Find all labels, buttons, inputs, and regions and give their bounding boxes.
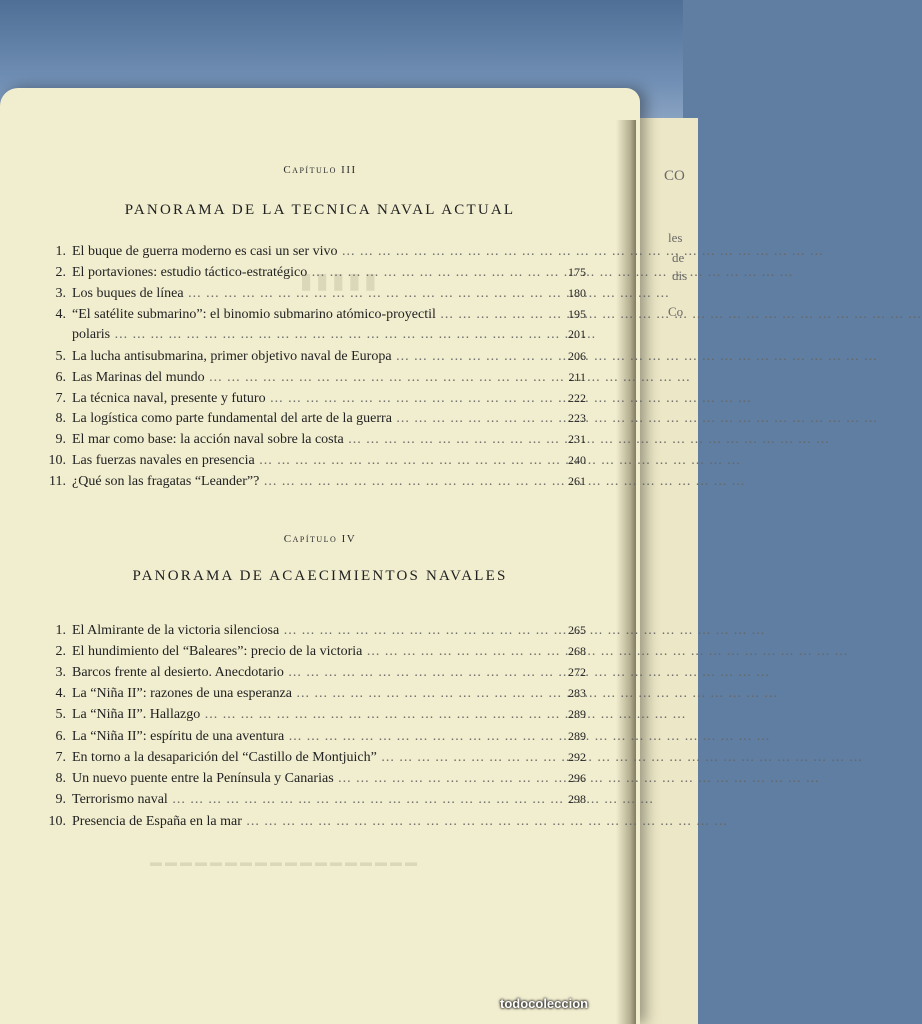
toc-number: 2. (55, 265, 66, 280)
toc-page: 268 (568, 644, 586, 658)
toc-text: Las fuerzas navales en presencia ... . (72, 453, 538, 469)
toc-text: La “Niña II”. Hallazgo ... . (72, 707, 538, 723)
toc-text: “El satélite submarino”: el binomio submarino atómico-proyectil ... . (72, 307, 556, 323)
toc-number: 7. (55, 750, 66, 765)
toc-page: 298 (568, 792, 586, 806)
toc-text: La logística como parte fundamental del arte de la guerra ... . (72, 411, 538, 427)
toc-entry (36, 307, 596, 327)
toc-number: 9. (55, 792, 66, 807)
toc-text: El portaviones: estudio táctico-estratégico ... . (72, 265, 538, 281)
toc-text: ¿Qué son las fragatas “Leander”? ... . (72, 474, 538, 490)
toc-page: 289 (568, 707, 586, 721)
toc-entry (36, 814, 596, 834)
toc-number: 7. (55, 391, 66, 406)
toc-entry (36, 327, 596, 347)
toc-text: Las Marinas del mundo ... . (72, 370, 538, 386)
toc-text: La “Niña II”: espíritu de una aventura ... . (72, 729, 538, 745)
toc-page: 261 (568, 474, 586, 488)
facing-page-fragment: de (672, 250, 685, 265)
toc-number: 3. (55, 665, 66, 680)
toc-text: Presencia de España en la mar ... . (72, 814, 538, 830)
toc-entry (36, 729, 596, 749)
toc-number: 4. (55, 686, 66, 701)
toc-entry (36, 286, 596, 306)
toc-page: 272 (568, 665, 586, 679)
chapter-title: PANORAMA DE LA TECNICA NAVAL ACTUAL (124, 202, 516, 218)
toc-text: Un nuevo puente entre la Península y Canarias ... . (72, 771, 538, 787)
toc-number: 2. (55, 644, 66, 659)
toc-number: 6. (55, 370, 66, 385)
toc-entry (36, 453, 596, 473)
toc-entry (36, 665, 596, 685)
toc-page: 180 (568, 286, 586, 300)
toc-text: El hundimiento del “Baleares”: precio de la victoria ... . (72, 644, 538, 660)
toc-page: 211 (568, 370, 586, 384)
toc-number: 11. (49, 474, 66, 489)
toc-entry (36, 244, 596, 264)
facing-page-fragment: les (668, 230, 683, 245)
book-page (0, 88, 640, 1024)
show-through-shadow: ▬▬▬▬▬▬▬▬▬▬▬▬▬▬▬▬▬▬ (150, 855, 420, 869)
toc-entry (36, 370, 596, 390)
toc-number: 10. (48, 453, 66, 468)
toc-entry (36, 686, 596, 706)
toc-number: 8. (55, 771, 66, 786)
toc-text: La “Niña II”: razones de una esperanza ... . (72, 686, 538, 702)
toc-number: 1. (55, 623, 66, 638)
toc-page: 240 (568, 453, 586, 467)
toc-page: 283 (568, 686, 586, 700)
toc-text: Barcos frente al desierto. Anecdotario ... . (72, 665, 538, 681)
toc-text: La técnica naval, presente y futuro ... . (72, 391, 538, 407)
toc-entry (36, 474, 596, 494)
facing-page-fragment: Co (668, 304, 684, 319)
toc-text: En torno a la desaparición del “Castillo de Montjuich” ... . (72, 750, 538, 766)
toc-text: La lucha antisubmarina, primer objetivo naval de Europa ... . (72, 349, 538, 365)
toc-number: 3. (55, 286, 66, 301)
toc-text: polaris ... . (72, 327, 538, 343)
toc-number: 1. (55, 244, 66, 259)
watermark-logo: todocoleccion (500, 996, 589, 1011)
toc-page: 292 (568, 750, 586, 764)
toc-number: 5. (55, 349, 66, 364)
toc-page: 195 (568, 307, 586, 321)
toc-number: 10. (48, 814, 66, 829)
chapter-label: Capítulo III (283, 164, 357, 176)
toc-page: 222 (568, 391, 586, 405)
toc-text: El mar como base: la acción naval sobre la costa ... . (72, 432, 538, 448)
chapter-title: PANORAMA DE ACAECIMIENTOS NAVALES (132, 568, 508, 584)
facing-page-fragment: CO (664, 168, 685, 184)
toc-page: 296 (568, 771, 586, 785)
toc-number: 4. (55, 307, 66, 322)
facing-page-fragment: dis (672, 268, 688, 283)
toc-number: 6. (55, 729, 66, 744)
toc-entry (36, 644, 596, 664)
toc-entry (36, 750, 596, 770)
toc-entry (36, 792, 596, 812)
toc-text: El Almirante de la victoria silenciosa ... . (72, 623, 538, 639)
toc-page: 265 (568, 623, 586, 637)
toc-entry (36, 432, 596, 452)
toc-number: 5. (55, 707, 66, 722)
toc-entry (36, 707, 596, 727)
toc-page: 206 (568, 349, 586, 363)
toc-text: Los buques de línea ... . (72, 286, 538, 302)
toc-page: 201 (568, 327, 586, 341)
toc-entry (36, 411, 596, 431)
toc-entry (36, 265, 596, 285)
toc-page: 231 (568, 432, 586, 446)
toc-entry (36, 623, 596, 643)
toc-entry (36, 349, 596, 369)
show-through-shadow: ▮▮▮▮▮ (300, 268, 381, 293)
toc-number: 9. (55, 432, 66, 447)
toc-entry (36, 771, 596, 791)
toc-number: 8. (55, 411, 66, 426)
toc-entry (36, 391, 596, 411)
chapter-label: Capítulo IV (283, 533, 357, 545)
toc-page: 223 (568, 411, 586, 425)
toc-page: 175 (568, 265, 586, 279)
toc-page: 289 (568, 729, 586, 743)
toc-text: Terrorismo naval ... . (72, 792, 538, 808)
toc-text: El buque de guerra moderno es casi un ser vivo ... . (72, 244, 538, 260)
